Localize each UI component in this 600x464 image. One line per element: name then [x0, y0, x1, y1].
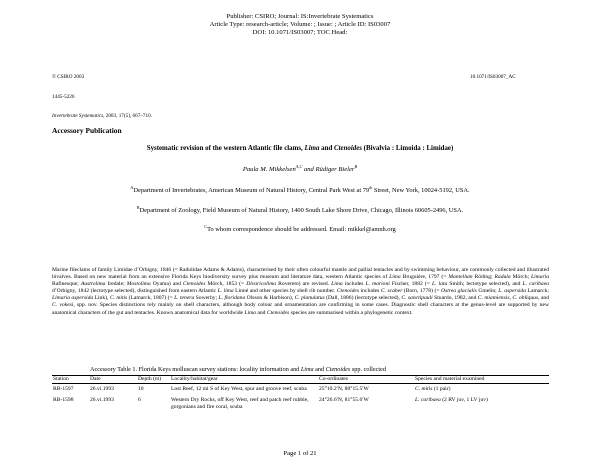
- correspondence-email: To whom correspondence should be addressed. Email: mikkel@amnh.org: [207, 226, 396, 233]
- author-2-sup: B: [354, 163, 358, 169]
- abstract: Marine fileclams of family Limidae d’Orbigny, 1846 (= Radulidae Adams & Adams), characterised by their often colourful mantle and pallial tentacles and by swimming behaviour, are commonly collected and illustrated bivalves. Based on new material from an extensive Florida Keys biodiversity survey plus museum and literature data, western Atlantic species of Lima Bruguière, 1797 (= Mantellum Röding; Radula Mörch; Limaria Rafinesque; Austrolima Iredale; Mostolima Oyama) and Ctenoides Mörch, 1853 (= Divaricolima Rovereto) are revised. Lima includes L. marioni Fischer, 1882 (= L. lata Smith; lectotype selected), and L. caribaea d’Orbigny, 1842 (lectotype selected), distinguished from eastern Atlantic L. lima Linné and other species by shell rib number. Ctenoides includes C. scaber (Born, 1778) (= Ostrea glacialis Gmelin; L. aspersida Lamarck; Limaria aspersida Link), C. mitis (Lamarck, 1807) (= L. tenera Sowerby; L. floridana Olsson & Harbison), C. planulatus (Dall, 1886) (lectotype selected), C. sanctipauli Stuardo, 1982, and C. miamiensis, C. obliquus, and C. vokesi, spp. nov. Species distinctions rely mainly on shell characters, although body colour and ornamentation are confirming in some cases. Diagnostic shell characters at the genus-level are supported by new anatomical characters of the gut and tentacles. Known anatomical data for worldwide Lima and Ctenoides species are summarised within a phylogenetic context.: [52, 267, 550, 316]
- col-species: Species and material examined: [414, 376, 549, 384]
- col-station: Station: [52, 376, 89, 384]
- header-line-2: Article Type: research-article; Volume: ; Issue: ; Article ID: IS03007: [209, 21, 391, 29]
- citation: [52, 113, 152, 119]
- authors: [0, 163, 600, 173]
- section-title: Accessory Publication: [52, 126, 122, 135]
- citation-rest: , 2003, 17(5), 667–710.: [103, 113, 152, 119]
- affiliation-b-text: Department of Zoology, Field Museum of Natural History, 1400 South Lake Shore Drive, Chicago, Illinois 60605-2496, USA.: [139, 207, 464, 214]
- stations-table: [52, 375, 549, 411]
- col-date: Date: [89, 376, 137, 384]
- copyright: © CSIRO 2003: [52, 74, 85, 80]
- col-locality: Locality/habitat/gear: [170, 376, 318, 384]
- table-header-row: [52, 376, 549, 384]
- table-caption: [90, 366, 386, 373]
- col-depth: Depth (m): [137, 376, 170, 384]
- title-genus-lima: Lima: [304, 145, 320, 152]
- cell-locality: Western Dry Rocks, off Key West, reef and patch reef rubble, gorgonians and fire coral, scuba: [171, 397, 309, 410]
- affiliation-a-text-1: Department of Invertebrates, American Museum of Natural History, Central Park West at 79: [133, 187, 370, 194]
- table-caption-lima: Lima: [300, 366, 314, 373]
- table-caption-and: and: [313, 366, 326, 373]
- table-caption-end: spp. collected: [350, 366, 386, 373]
- doi-short: 10.1071/IS03007_AC: [470, 74, 516, 80]
- affiliation-a: [0, 184, 600, 194]
- cell-depth: 6: [138, 397, 141, 403]
- cell-date: 26.vi.1993: [90, 397, 114, 403]
- table-row: [52, 384, 549, 394]
- cell-station: RB-1597: [53, 386, 74, 392]
- page-number: Page 1 of 21: [283, 450, 317, 457]
- running-header: [0, 13, 600, 38]
- table-row: [52, 393, 549, 411]
- cell-locality: Lost Reef, 12 mi S of Key West, spur and groove reef, scuba: [171, 386, 307, 392]
- cell-station: RB-1598: [53, 397, 74, 403]
- title-text-2: (Bivalvia : Limoida : Limidae): [361, 145, 454, 152]
- cell-species: [414, 384, 549, 394]
- affiliation-a-text-2: Street, New York, 10024-5192, USA.: [372, 187, 470, 194]
- affiliation-b-sup: B: [136, 204, 140, 210]
- title-genus-ctenoides: Ctenoides: [334, 145, 362, 152]
- header-line-1: Publisher: CSIRO; Journal: IS:Invertebrate Systematics: [226, 13, 374, 20]
- species-name: C. mitis: [415, 386, 433, 392]
- affiliation-a-th: th: [369, 184, 373, 190]
- table-caption-text: Accessory Table 1. Florida Keys molluscan survey stations: locality information and: [90, 366, 301, 373]
- cell-coordinates: 25°10.2′N, 80°15.5′W: [319, 386, 369, 392]
- header-line-3: DOI: 10.1071/IS03007; TOC Head:: [252, 29, 348, 37]
- cell-coordinates: 24°26.6′N, 81°55.6′W: [319, 397, 369, 403]
- author-1: Paula M. Mikkelsen: [242, 166, 296, 173]
- species-name: L. caribaea: [415, 397, 441, 403]
- affiliation-b: [0, 204, 600, 214]
- cell-species: [414, 393, 549, 411]
- affiliation-c: [0, 223, 600, 233]
- species-material: (1 pair): [432, 386, 451, 392]
- title-and: and: [319, 145, 334, 152]
- table-caption-ctenoides: Ctenoides: [325, 366, 351, 373]
- author-1-sup: A,C: [295, 163, 303, 169]
- issn: 1445-5226: [52, 94, 75, 100]
- cell-date: 26.vi.1993: [90, 386, 114, 392]
- col-coordinates: Co-ordinates: [318, 376, 414, 384]
- title-text-1: Systematic revision of the western Atlantic file clams,: [146, 145, 305, 152]
- affiliation-c-sup: C: [204, 223, 208, 229]
- affiliation-a-sup: A: [130, 184, 134, 190]
- species-material: (2 RV juv, 1 LV juv): [440, 397, 488, 403]
- cell-depth: 10: [138, 386, 144, 392]
- paper-title: [0, 145, 600, 152]
- author-2: and Rüdiger Bieler: [302, 166, 355, 173]
- citation-journal: Invertebrate Systematics: [52, 113, 104, 119]
